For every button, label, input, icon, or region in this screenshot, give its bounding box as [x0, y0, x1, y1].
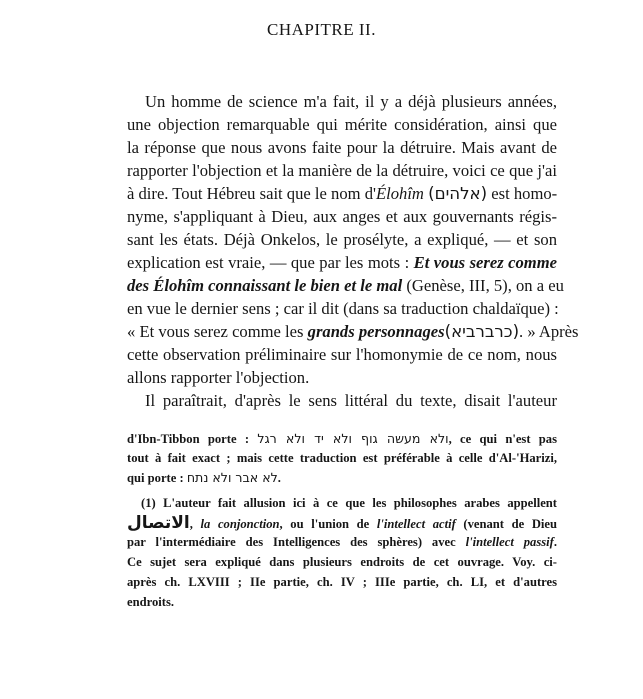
footnote-line: d'Ibn-Tibbon porte : ולא מעשה גוף ולא יד ולא רגל, ce qui n'est pas — [127, 431, 557, 446]
footnote-line: par l'intermédiaire des Intelligences des sphères) avec l'intellect passif. — [127, 535, 557, 550]
hebrew-word: (כרברביא) — [444, 322, 520, 341]
main-text — [127, 90, 579, 412]
footnote-line: Ce sujet sera expliqué dans plusieurs endroits de cet ouvrage. Voy. ci- — [127, 555, 557, 570]
footnote-line: الاتصال, la conjonction, ou l'union de l'intellect actif (venant de Dieu — [127, 512, 558, 533]
arabic-word: الاتصال — [127, 512, 190, 533]
text-line: Il paraîtrait, d'après le sens littéral du texte, disait l'auteur — [145, 391, 557, 410]
text-line: « Et vous serez comme les grands personnages(כרברביא). » Après — [127, 322, 579, 341]
footnote-line: après ch. LXVIII ; IIe partie, ch. IV ; IIIe partie, ch. LI, et d'autres — [127, 574, 557, 589]
hebrew-phrase: לא אבר ולא נתח — [186, 470, 278, 486]
chapter-title: CHAPITRE II. — [267, 20, 376, 39]
text-line: en vue le dernier sens ; car il dit (dans sa traduction chaldaïque) : — [127, 299, 559, 318]
text-line: cette observation préliminaire sur l'homonymie de ce nom, nous — [127, 345, 557, 364]
text-line: rapporter l'objection et la manière de la détruire, voici ce que j'ai — [127, 161, 557, 180]
footnote-line: tout à fait exact ; mais cette traduction est préférable à celle d'Al-'Harizi, — [127, 450, 557, 465]
text-line: explication est vraie, — que par les mots : Et vous serez comme — [127, 253, 557, 272]
text-line: une objection remarquable qui mérite considération, ainsi que — [127, 115, 557, 134]
footnote-line: (1) L'auteur fait allusion ici à ce que les philosophes arabes appellent — [141, 496, 557, 511]
text-line: des Élohîm connaissant le bien et le mal (Genèse, III, 5), on a eu — [127, 276, 564, 295]
footnote-line: qui porte : לא אבר ולא נתח. — [127, 470, 281, 486]
footnotes — [127, 429, 557, 612]
hebrew-word: (אלהים) — [428, 184, 488, 203]
text-line: sant les états. Déjà Onkelos, le prosélyte, a expliqué, — et son — [127, 230, 557, 249]
text-line: à dire. Tout Hébreu sait que le nom d'Élohîm (אלהים) est homo- — [127, 184, 558, 203]
footnote-line: endroits. — [127, 594, 174, 609]
hebrew-phrase: ולא מעשה גוף ולא יד ולא רגל — [257, 431, 449, 446]
text-line: Un homme de science m'a fait, il y a déjà plusieurs années, — [145, 92, 557, 111]
text-line: la réponse que nous avons faite pour la détruire. Mais avant de — [127, 138, 557, 157]
text-line: allons rapporter l'objection. — [127, 368, 310, 387]
text-line: nyme, s'appliquant à Dieu, aux anges et aux gouvernants régis- — [127, 207, 557, 226]
